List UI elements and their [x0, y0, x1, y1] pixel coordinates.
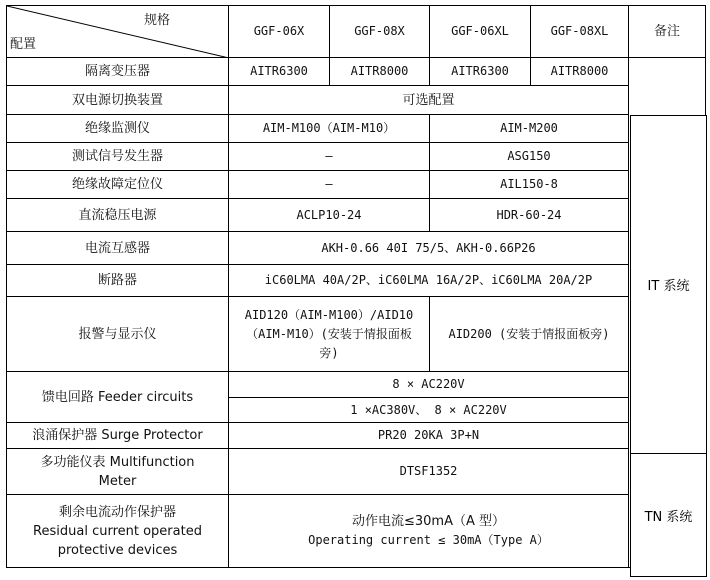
- spec-table: [6, 5, 706, 568]
- table-row: [7, 143, 706, 171]
- row-label: 直流稳压电源: [7, 199, 229, 232]
- table-row: [7, 372, 706, 398]
- cell-line: 动作电流≤30mA（A 型）: [351, 514, 506, 529]
- row-label: 绝缘故障定位仪: [7, 171, 229, 199]
- cell-line: Operating current ≤ 30mA（Type A）: [308, 533, 549, 547]
- cell-value: AIM-M100（AIM-M10）: [229, 115, 430, 143]
- cell-value: AITR8000: [531, 58, 629, 86]
- spec-label: 规格: [143, 13, 170, 28]
- row-label: 隔离变压器: [7, 58, 229, 86]
- cell-value: ACLP10-24: [229, 199, 430, 232]
- cell-value: AIM-M200: [430, 115, 629, 143]
- system-tn-label: TN 系统: [644, 509, 693, 525]
- table-row: [7, 232, 706, 265]
- cell-value: HDR-60-24: [430, 199, 629, 232]
- table-row: [7, 297, 706, 372]
- remarks-blank: [629, 58, 706, 568]
- row-label: 双电源切换装置: [7, 86, 229, 115]
- cell-line: （AIM-M10）(安装于情报面板: [246, 326, 412, 341]
- row-label: 测试信号发生器: [7, 143, 229, 171]
- cell-line: 旁): [319, 345, 339, 360]
- table-row: [7, 171, 706, 199]
- label-line: Meter: [98, 473, 137, 489]
- diagonal-header-cell: [7, 6, 229, 58]
- row-label: 绝缘监测仪: [7, 115, 229, 143]
- cell-value: iC60LMA 40A/2P、iC60LMA 16A/2P、iC60LMA 20A/2P: [229, 265, 629, 297]
- table-row: [7, 423, 706, 449]
- row-label: 馈电回路 Feeder circuits: [7, 372, 229, 423]
- table-row: [7, 115, 706, 143]
- cell-value: 8 × AC220V: [229, 372, 629, 398]
- cell-value: DTSF1352: [229, 449, 629, 495]
- row-label: [7, 449, 229, 495]
- row-label: 报警与显示仪: [7, 297, 229, 372]
- table-row: [7, 199, 706, 232]
- cell-value: [229, 495, 629, 568]
- remarks-header: 备注: [629, 6, 706, 58]
- cell-value: [229, 297, 430, 372]
- row-label: [7, 495, 229, 568]
- cell-value: PR20 20KA 3P+N: [229, 423, 629, 449]
- cell-value: —: [229, 171, 430, 199]
- config-label: 配置: [10, 37, 37, 52]
- label-line: protective devices: [57, 542, 178, 558]
- table-row: [7, 449, 706, 495]
- diagonal-line: [7, 6, 229, 58]
- cell-value: AITR6300: [229, 58, 330, 86]
- table-row: [7, 86, 706, 115]
- row-label: 浪涌保护器 Surge Protector: [7, 423, 229, 449]
- cell-value: AKH-0.66 40I 75/5、AKH-0.66P26: [229, 232, 629, 265]
- system-it-label: IT 系统: [647, 279, 690, 294]
- table-row: [7, 58, 706, 86]
- cell-value: AITR6300: [430, 58, 531, 86]
- cell-value: ASG150: [430, 143, 629, 171]
- cell-value: —: [229, 143, 430, 171]
- cell-value: AIL150-8: [430, 171, 629, 199]
- table-row: [7, 495, 706, 568]
- label-line: 剩余电流动作保护器: [58, 504, 176, 520]
- model-header: GGF-08X: [330, 6, 430, 58]
- cell-value: AITR8000: [330, 58, 430, 86]
- label-line: 多功能仪表 Multifunction: [40, 454, 195, 470]
- cell-value: 1 ×AC380V、 8 × AC220V: [229, 398, 629, 423]
- row-label: 电流互感器: [7, 232, 229, 265]
- model-header: GGF-06XL: [430, 6, 531, 58]
- cell-value: 可选配置: [229, 86, 629, 115]
- model-header: GGF-08XL: [531, 6, 629, 58]
- model-header: GGF-06X: [229, 6, 330, 58]
- row-label: 断路器: [7, 265, 229, 297]
- cell-line: AID120（AIM-M100）/AID10: [244, 307, 414, 322]
- table-row: [7, 265, 706, 297]
- cell-value: AID200 (安装于情报面板旁): [430, 297, 629, 372]
- header-row: [7, 6, 706, 58]
- label-line: Residual current operated: [33, 523, 202, 539]
